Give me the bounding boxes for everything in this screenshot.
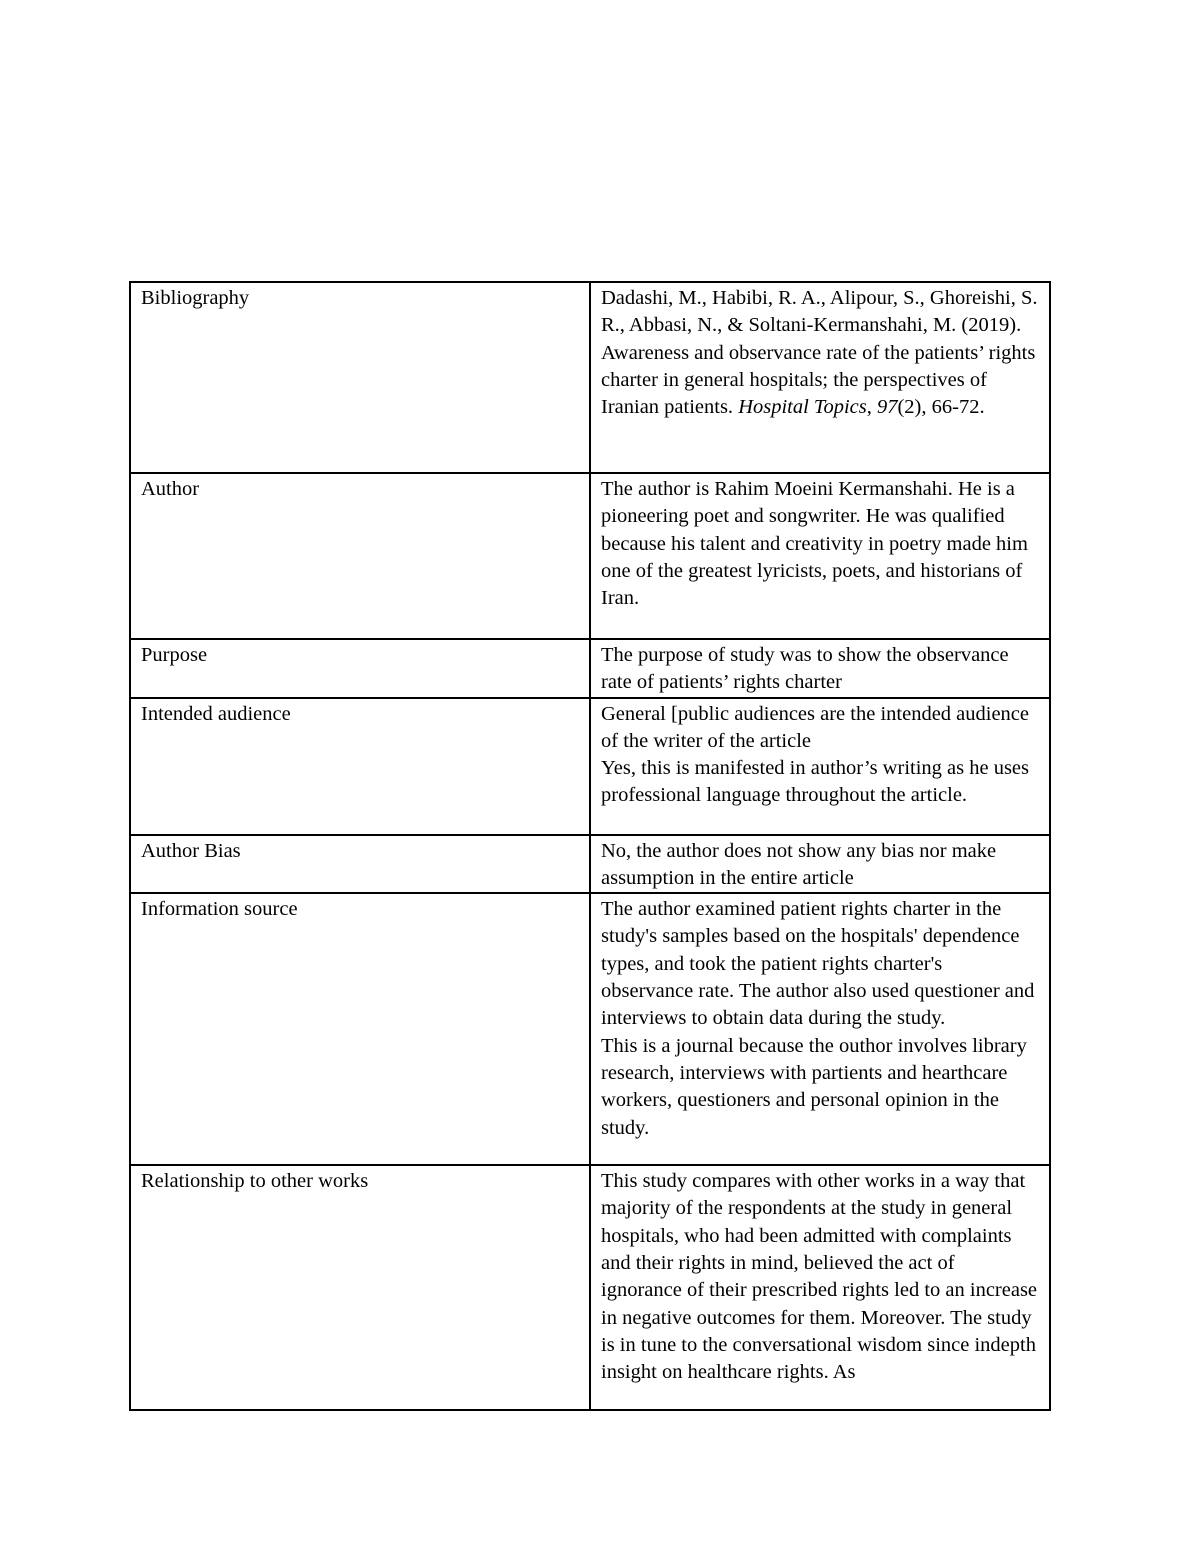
paragraph: The author examined patient rights charter in the study's samples based on the hospitals' dependence types, and took the patient rights charter's observance rate. The author also used questioner and interviews to obtain data during the study. — [601, 898, 1035, 1030]
annotated-bibliography-table — [129, 281, 1051, 1411]
paragraph: The purpose of study was to show the observance rate of patients’ rights charter — [601, 644, 1009, 694]
row-label: Author — [130, 473, 590, 639]
citation-cell — [590, 282, 1050, 473]
row-label: Intended audience — [130, 698, 590, 835]
paragraph: This study compares with other works in a way that majority of the respondents at the study in general hospitals, who had been admitted with complaints and their rights in mind, believed the act of ignorance of their prescribed rights led to an increase in negative outcomes for them. Moreover. The study is in tune to the conversational wisdom since indepth insight on healthcare rights. As — [601, 1170, 1038, 1384]
row-value — [590, 1165, 1050, 1410]
paragraph: No, the author does not show any bias nor make assumption in the entire article — [601, 839, 997, 889]
citation-issue-pages: (2), 66-72. — [897, 396, 985, 419]
table-row — [130, 473, 1050, 639]
row-value — [590, 698, 1050, 835]
paragraph: The author is Rahim Moeini Kermanshahi. He is a pioneering poet and songwriter. He was qualified because his talent and creativity in poetry made him one of the greatest lyricists, poets, and historians of Iran. — [601, 478, 1028, 610]
journal-volume: 97 — [876, 396, 898, 419]
table-row — [130, 893, 1050, 1165]
row-label: Purpose — [130, 639, 590, 698]
row-value — [590, 893, 1050, 1165]
citation-text: Dadashi, M., Habibi, R. A., Alipour, S., Ghoreishi, S. R., Abbasi, N., & Soltani-Kermanshahi, M. (2019). Awareness and observance rate of the patients’ rights charter in general hospitals; the perspectives of Iranian patients. — [601, 287, 1038, 419]
table-row — [130, 698, 1050, 835]
row-label: Author Bias — [130, 835, 590, 894]
row-value — [590, 473, 1050, 639]
row-value — [590, 835, 1050, 894]
citation-separator: , — [866, 396, 877, 419]
table-row — [130, 835, 1050, 894]
table-row — [130, 282, 1050, 473]
table-row — [130, 1165, 1050, 1410]
row-value — [590, 639, 1050, 698]
paragraph: This is a journal because the outhor involves library research, interviews with partients and hearthcare workers, questioners and personal opinion in the study. — [601, 1034, 1027, 1139]
table-row — [130, 639, 1050, 698]
paragraph: Yes, this is manifested in author’s writing as he uses professional language throughout the article. — [601, 757, 1030, 807]
row-label: Relationship to other works — [130, 1165, 590, 1410]
row-label: Bibliography — [130, 282, 590, 473]
journal-title: Hospital Topics — [738, 396, 867, 419]
row-label: Information source — [130, 893, 590, 1165]
paragraph: General [public audiences are the intended audience of the writer of the article — [601, 702, 1030, 752]
